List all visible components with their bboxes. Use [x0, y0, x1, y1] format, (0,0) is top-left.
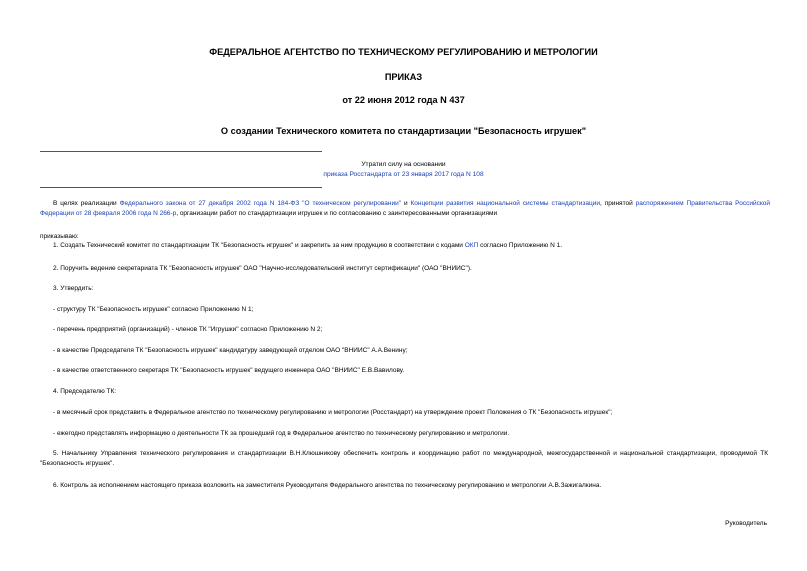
item-3d: - в качестве ответственного секретаря ТК "Безопасность игрушек" ведущего инженера ОАО "ВНИИС" Е.В.Вавилову.: [53, 367, 405, 374]
divider-top: [40, 151, 322, 152]
agency-title: ФЕДЕРАЛЬНОЕ АГЕНТСТВО ПО ТЕХНИЧЕСКОМУ РЕГУЛИРОВАНИЮ И МЕТРОЛОГИИ: [209, 47, 598, 57]
document-subject: О создании Технического комитета по стандартизации "Безопасность игрушек": [220, 126, 587, 136]
item-1: [53, 241, 562, 251]
divider-bottom: [40, 187, 322, 188]
lost-force-link[interactable]: приказа Росстандарта от 23 января 2017 года N 108: [323, 171, 484, 178]
intro-paragraph: [40, 199, 770, 219]
lost-force-note: Утратил силу на основании: [361, 161, 446, 168]
document-type: ПРИКАЗ: [384, 72, 423, 82]
federal-law-link[interactable]: Федерального закона от 27 декабря 2002 года N 184-ФЗ "О техническом регулировании": [119, 200, 402, 207]
item-3: 3. Утвердить:: [53, 285, 94, 292]
intro-text-3: , принятой: [599, 200, 636, 207]
item-3b: - перечень предприятий (организаций) - членов ТК "Игрушки" согласно Приложению N 2;: [53, 326, 323, 333]
item-1-text-a: 1. Создать Технический комитет по стандартизации ТК "Безопасность игрушек" и закрепить за ним продукцию в соответствии с кодами: [53, 242, 465, 249]
item-2: 2. Поручить ведение секретариата ТК "Безопасность игрушек" ОАО "Научно-исследовательский институт сертификации" (ОАО "ВНИИС").: [53, 265, 472, 272]
item-4b: - ежегодно представлять информацию о деятельности ТК за прошедший год в Федеральное агентство по техническому регулированию и метрологии.: [53, 430, 510, 437]
intro-text-2: и: [401, 200, 411, 207]
government-order-link[interactable]: распоряжением Правительства Российской Федерации от 28 февраля 2006 года N 266-р: [40, 200, 770, 217]
item-1-text-b: согласно Приложению N 1.: [478, 242, 563, 249]
orders-label: приказываю:: [40, 233, 79, 240]
intro-text-1: В целях реализации: [53, 200, 120, 207]
item-4a: - в месячный срок представить в Федеральное агентство по техническому регулированию и метрологии (Росстандарт) на утверждение проект Положения о ТК "Безопасность игрушек";: [53, 409, 613, 416]
concept-link[interactable]: Концепции развития национальной системы стандартизации: [410, 200, 600, 207]
intro-text-4: , организации работ по стандартизации игрушек и по согласованию с заинтересованными организациями: [176, 210, 498, 217]
document-date: от 22 июня 2012 года N 437: [342, 95, 465, 105]
signature-label: Руководитель: [725, 520, 767, 527]
item-5: 5. Начальнику Управления технического регулирования и стандартизации В.Н.Клюшникову обеспечить контроль и координацию работ по международной, межгосударственной и национальной стандартизации, проводимой ТК "Безопасность игрушек".: [40, 450, 768, 467]
item-3a: - структуру ТК "Безопасность игрушек" согласно Приложению N 1;: [53, 306, 254, 313]
item-4: 4. Председателю ТК:: [53, 388, 117, 395]
item-3c: - в качестве Председателя ТК "Безопасность игрушек" кандидатуру заведующей отделом ОАО "ВНИИС" А.А.Венину;: [53, 347, 408, 354]
okp-link[interactable]: ОКП: [464, 242, 479, 249]
item-6: 6. Контроль за исполнением настоящего приказа возложить на заместителя Руководителя Федерального агентства по техническому регулированию и метрологии А.В.Зажигалкина.: [53, 482, 602, 489]
